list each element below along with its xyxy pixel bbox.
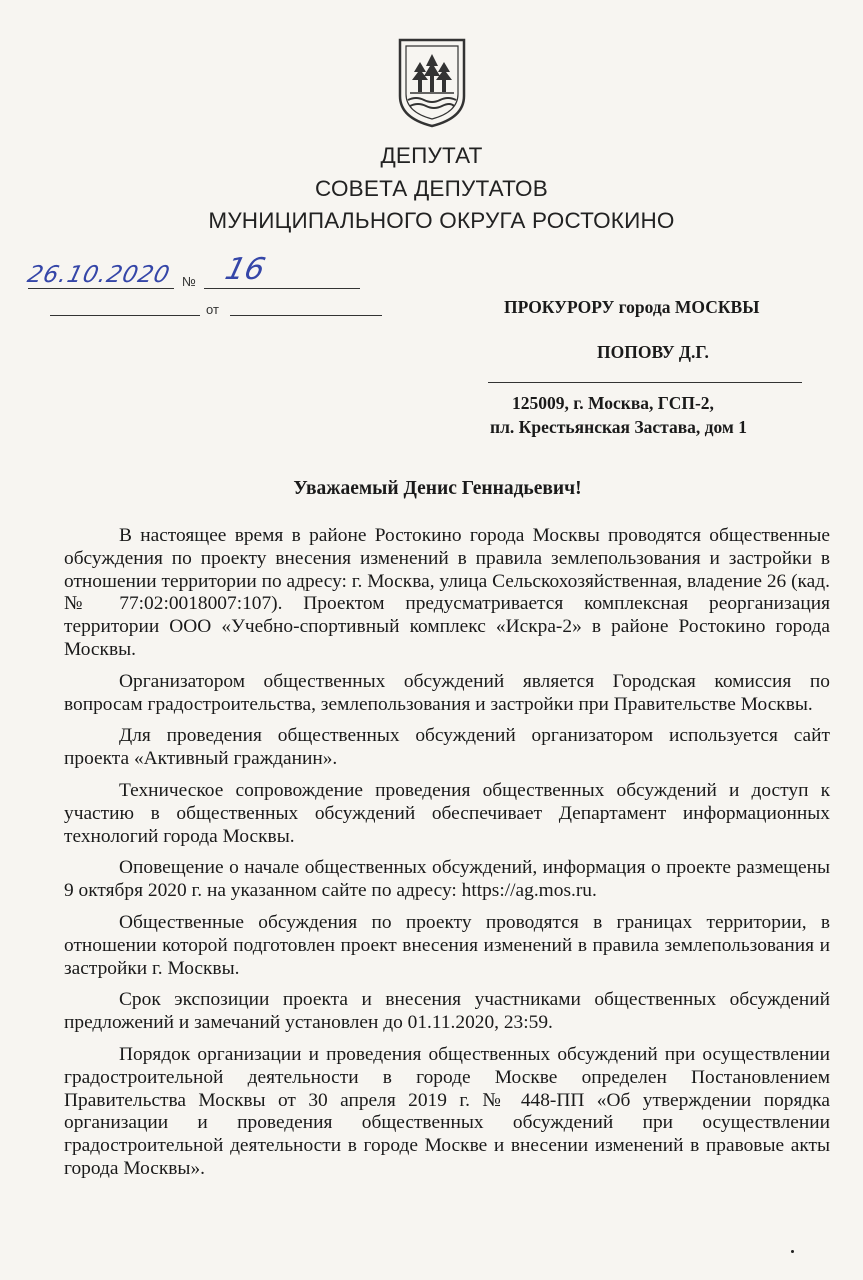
salutation: Уважаемый Денис Геннадьевич!: [293, 478, 582, 499]
handwritten-date: 26.10.2020: [24, 262, 173, 288]
paragraph-2: Организатором общественных обсуждений является Городская комиссия по вопросам градостроительства, землепользования и застройки при Правительстве Москвы.: [64, 670, 830, 715]
header-title-line2: СОВЕТА ДЕПУТАТОВ: [315, 176, 548, 201]
addressee-address-line1: 125009, г. Москва, ГСП-2,: [512, 393, 714, 413]
paragraph-6: Общественные обсуждения по проекту проводятся в границах территории, в отношении которой подготовлен проект внесения изменений в правила землепользования и застройки г. Москвы.: [64, 911, 830, 979]
number-label: №: [182, 274, 196, 289]
page-mark: [791, 1250, 794, 1253]
paragraph-1: В настоящее время в районе Ростокино города Москвы проводятся общественные обсуждения по проекту внесения изменений в правила землепользования и застройки в отношении территории по адресу: г. Москва, улица Сельскохозяйственная, владение 26 (кад. № 77:02:0018007:107). Проектом предусматривается комплексная реорганизация территории ООО «Учебно-спортивный комплекс «Искра-2» в районе Ростокино города Москвы.: [64, 525, 830, 660]
header-title-line1: ДЕПУТАТ: [380, 143, 483, 168]
paragraph-5: Оповещение о начале общественных обсуждений, информация о проекте размещены 9 октября 2020 г. на указанном сайте по адресу: https://ag.mos.ru.: [64, 857, 830, 902]
paragraph-4: Техническое сопровождение проведения общественных обсуждений и доступ к участию в общественных обсуждений обеспечивает Департамент информационных технологий города Москвы.: [64, 779, 830, 847]
header-title-line3: МУНИЦИПАЛЬНОГО ОКРУГА РОСТОКИНО: [208, 208, 675, 233]
number-underline: [204, 288, 360, 289]
addressee-name: ПОПОВУ Д.Г.: [597, 342, 709, 362]
coat-of-arms-icon: [396, 36, 468, 128]
date-underline: [28, 288, 174, 289]
paragraph-3: Для проведения общественных обсуждений организатором используется сайт проекта «Активный гражданин».: [64, 725, 830, 770]
paragraph-7: Срок экспозиции проекта и внесения участниками общественных обсуждений предложений и замечаний установлен до 01.11.2020, 23:59.: [64, 989, 830, 1034]
addressee-underline: [488, 382, 802, 383]
addressee-address-line2: пл. Крестьянская Застава, дом 1: [490, 417, 747, 437]
handwritten-number: 16: [221, 252, 269, 287]
paragraph-8: Порядок организации и проведения общественных обсуждений при осуществлении градостроительной деятельности в городе Москве определен Постановлением Правительства Москвы от 30 апреля 2019 г. № 448-ПП «Об утверждении порядка организации и проведения общественных обсуждений при осуществлении градостроительной деятельности в городе Москве и внесении изменений в правовые акты города Москвы».: [64, 1043, 830, 1179]
blank-date-underline: [230, 315, 382, 316]
from-label: от: [206, 302, 219, 317]
letter-body: [64, 525, 830, 1190]
blank-number-underline: [50, 315, 200, 316]
addressee-title: ПРОКУРОРУ города МОСКВЫ: [504, 297, 760, 317]
